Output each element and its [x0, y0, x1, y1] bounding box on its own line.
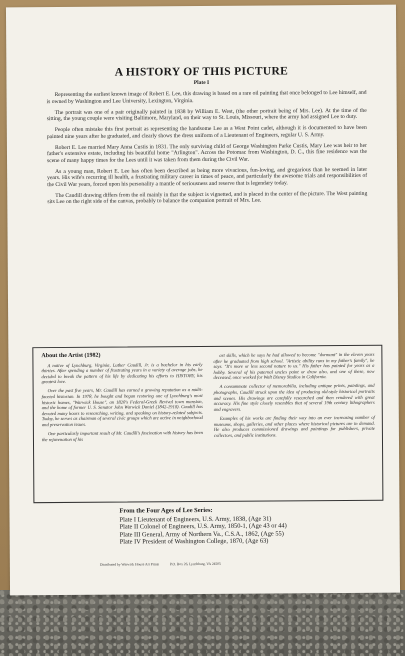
distributor-name: Distributed by Warwick House Art Prints [99, 562, 160, 567]
distributor-footer [100, 561, 340, 567]
about-paragraph: Examples of his works are finding their way into an ever increasing number of museums, shops, galleries, and other places where historical pictures are in demand. He also produces commissioned drawings and paintings for publishers, private collectors, and public institutions. [213, 414, 375, 438]
ages-series-list [119, 506, 379, 547]
distributor-address: P.O. Box 26, Lynchburg, VA 24505 [169, 561, 221, 567]
about-paragraph: One particularly important result of Mr. Caudill's fascination with history has been the rejuvenation of his [41, 430, 203, 442]
history-body [47, 90, 368, 210]
about-artist-box [32, 345, 383, 503]
history-paragraph: The portrait was one of a pair originally painted in 1838 by William E. West, (the other portrait being of Mrs. Lee). At the time of the sitting, the young couple were visiting Baltimore, Maryland, on their way to St. Louis, Missouri, where the army had assigned Lee to duty. [46, 107, 367, 123]
document-sheet [6, 5, 400, 596]
pavement-background [0, 590, 405, 656]
ages-item: Plate I Lieutenant of Engineers, U.S. Army, 1838, (Age 31) [119, 515, 272, 524]
about-column-left [41, 353, 203, 446]
ages-heading: From the Four Ages of Lee Series: [119, 506, 213, 515]
plate-label: Plate I [193, 79, 210, 87]
about-paragraph: A consummate collector of memorabilia, including antique prints, paintings, and photographs, Caudill struck upon the idea of producing old-style historical portraits and scenes. His drawings are carefully researched and then rendered with great accuracy. His fine style closely resembles that of several 19th century lithographers and engravers. [213, 383, 375, 412]
document-title: A HISTORY OF THIS PICTURE [114, 65, 289, 79]
ages-item: Plate III General, Army of Northern Va., C.S.A., 1862, (Age 55) [119, 530, 284, 539]
history-paragraph: As a young man, Robert E. Lee has often been described as being more vivacious, fun-loving, and gregarious than he seemed in later years. His wife's recurring ill health, a frustrating military career in times of peace, and particularly the awesome trials and responsibilities of the Civil War years, forced upon his personality a mantle of seriousness and reserve that is legendary today. [47, 166, 368, 188]
about-heading: About the Artist (1982) [41, 352, 101, 360]
history-paragraph: People often mistake this first portrait as representing the handsome Lee as a West Point cadet, although it is documented to have been painted nine years after he graduated, and clearly shows the dress uniform of a Lieutenant of Engineers, regular U. S. Army. [46, 124, 367, 140]
history-paragraph: Robert E. Lee married Mary Anna Custis in 1831. The only surviving child of George Washington Parke Custis, Mary Lee was heir to her father's extensive estate, including his beautiful home "Arlington". Across the Potomac from Washington, D. C., this fine residence was the scene of many happy times for the Lees until it was taken from them during the Civil War. [46, 142, 367, 164]
ages-item: Plate IV President of Washington College, 1870, (Age 63) [119, 537, 269, 546]
history-paragraph: Representing the earliest known image of Robert E. Lee, this drawing is based on a rare oil painting that once belonged to Lee himself, and is owned by Washington and Lee University, Lexington, Virginia. [46, 89, 367, 105]
history-paragraph: The Caudill drawing differs from the oil mainly in that the subject is vignetted, and is placed in the center of the picture. The West painting sits Lee on the right side of the canvas, probably to balance the companion portrait of Mrs. Lee. [47, 190, 368, 206]
about-column-right [213, 352, 375, 442]
about-paragraph: art skills, which he says he had allowed to become "dormant" in the eleven years after he graduated from high school. "Artistic ability runs in my father's family", he says. "It's more or less second nature to us." His father has painted for years as a hobby. Several of his paternal uncles paint or draw also, and one of these, now deceased, once worked for Walt Disney Studios in California. [213, 351, 375, 381]
about-paragraph: Over the past five years, Mr. Caudill has earned a growing reputation as a multi-faceted historian. In 1978, he bought and began restoring one of Lynchburg's most historic homes, "Warwick House", an 1820's Federal-Greek Revival town mansion, and the home of former U. S. Senator John Warwick Daniel (1842-1910). Caudill has devoted many hours to researching, writing, and speaking on history-related subjects. Today, he serves as chairman of several civic groups which are active in neighborhood and preservation issues. [41, 387, 203, 428]
ages-item: Plate II Colonel of Engineers, U.S. Army, 1850-1, (Age 43 or 44) [119, 522, 287, 531]
about-paragraph: A native of Lynchburg, Virginia, Luther Caudill, Jr. is a bachelor in his early thirties. After spending a number of frustrating years in a variety of average jobs, he decided to break the pattern of his life by dedicating his efforts to HISTORY, his greatest love. [41, 361, 203, 385]
